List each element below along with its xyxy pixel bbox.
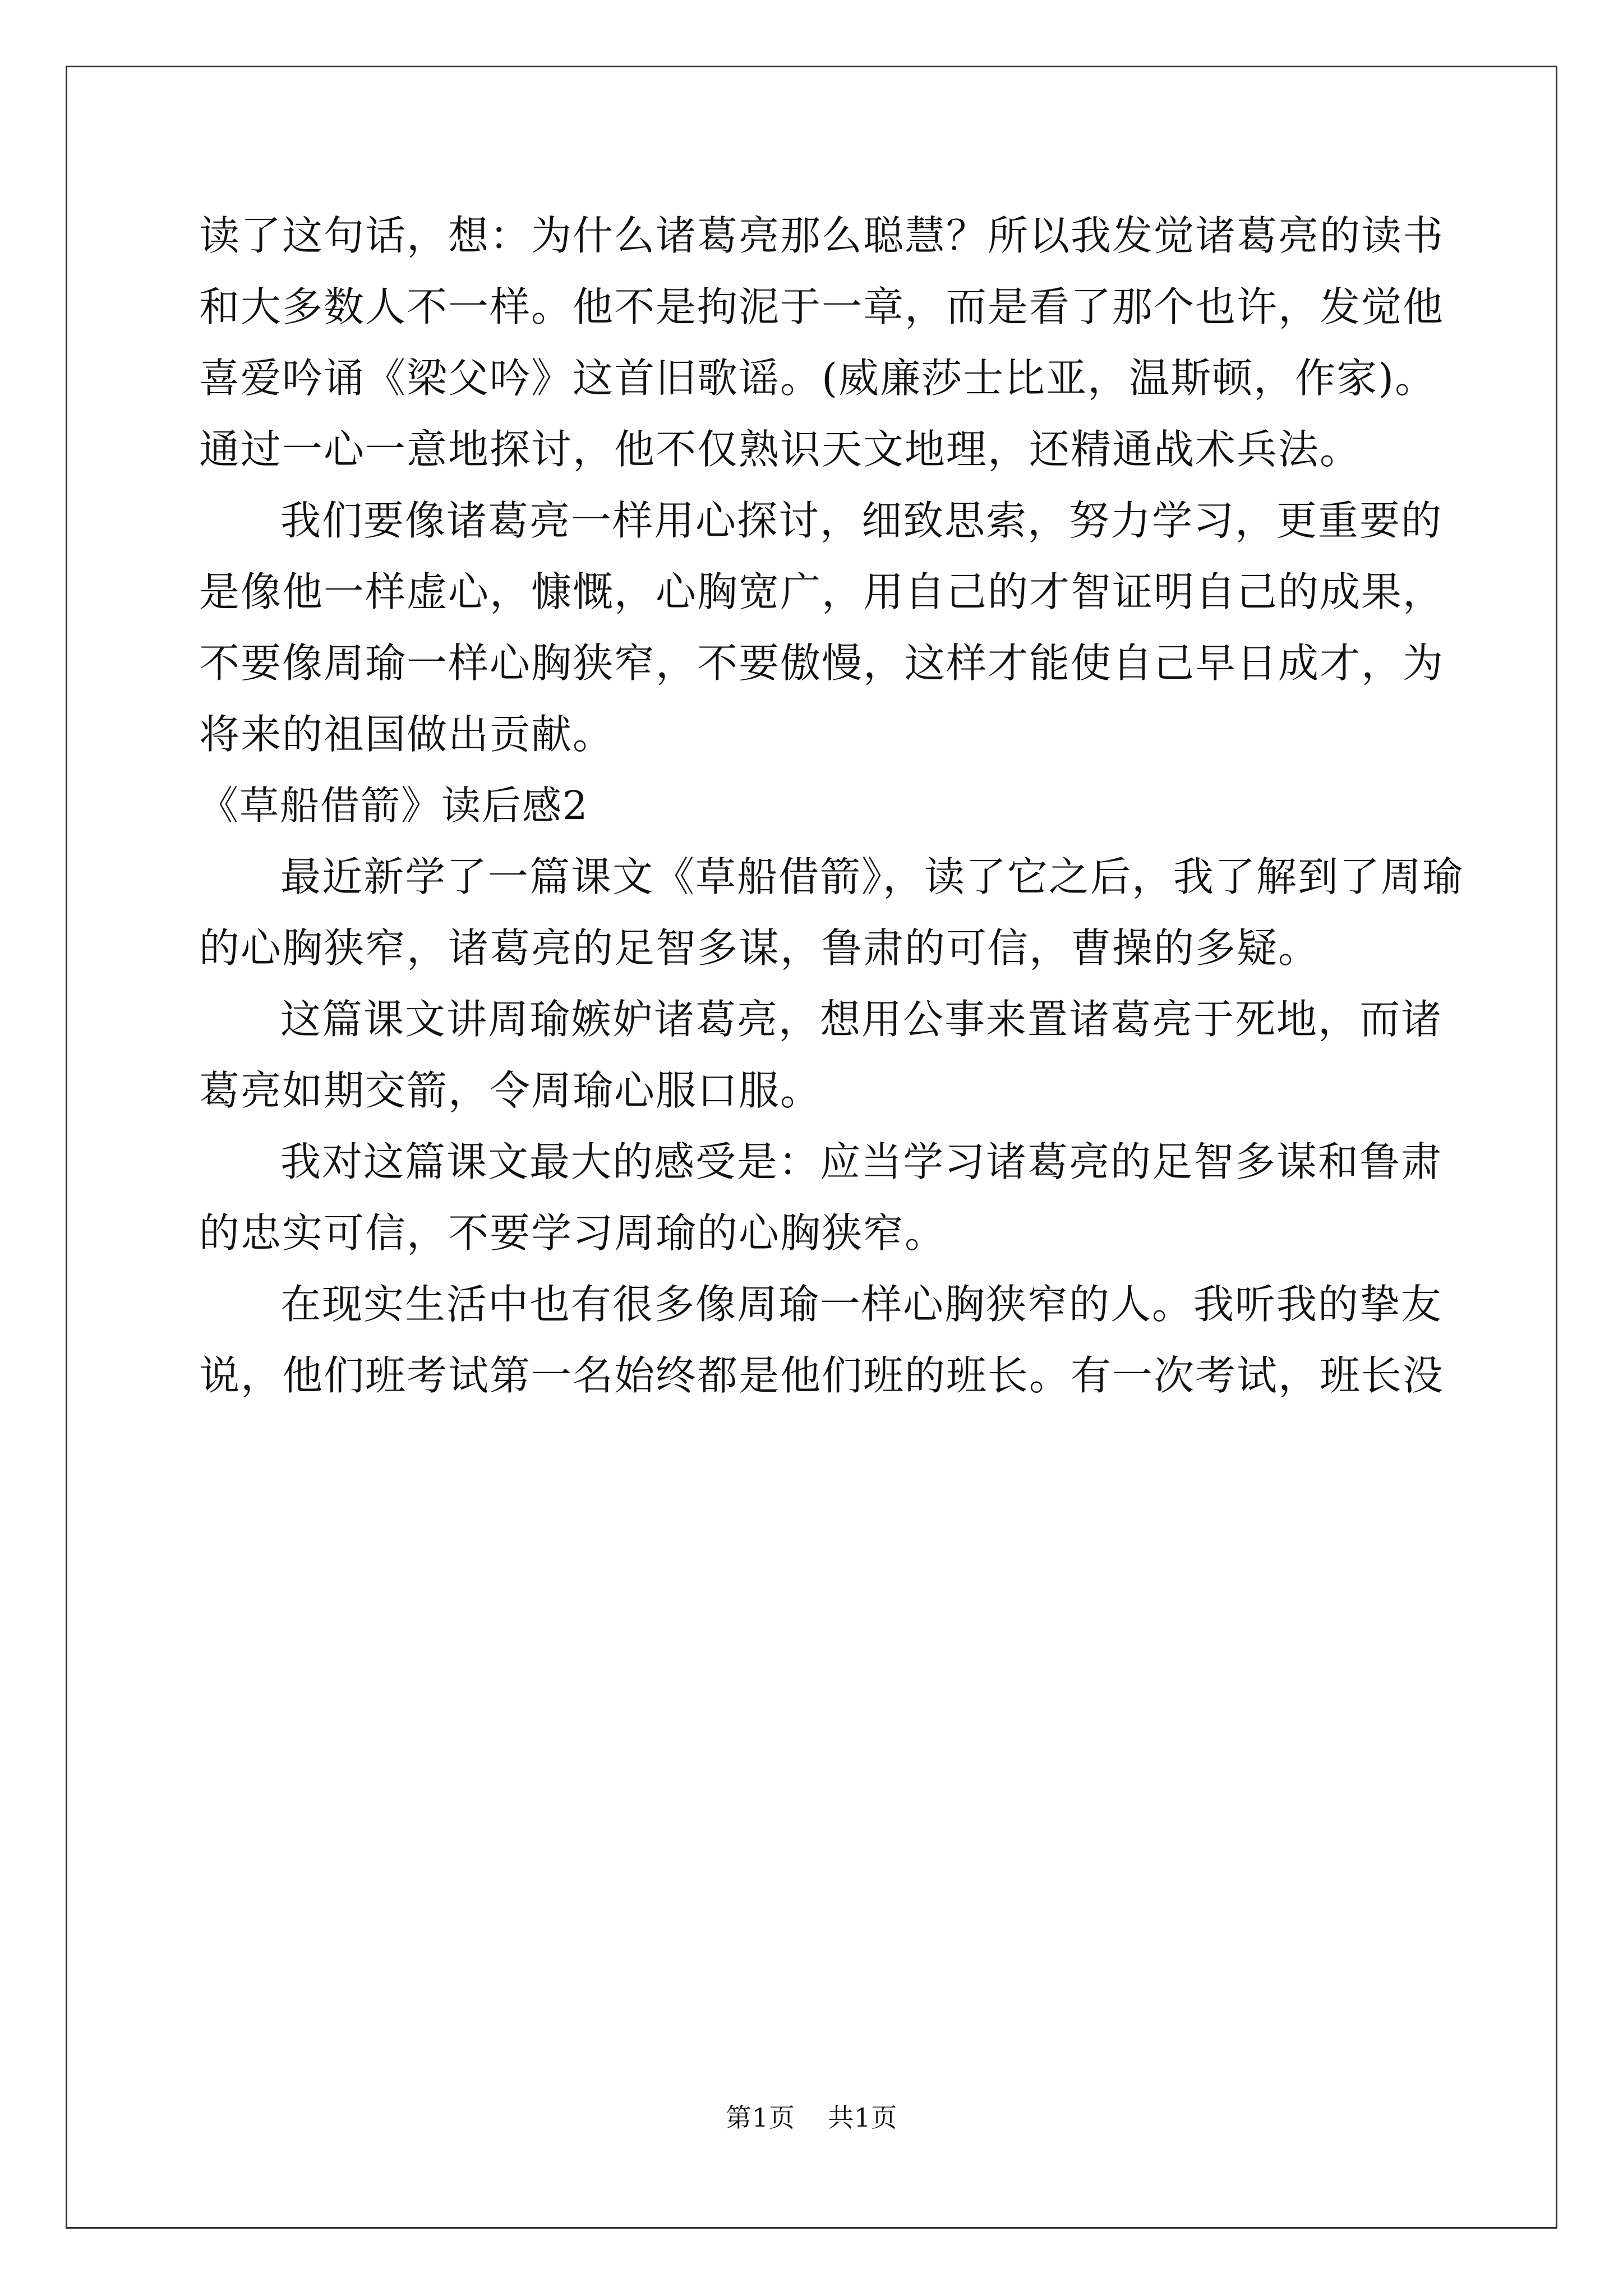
text-line: 读了这句话，想：为什么诸葛亮那么聪慧？所以我发觉诸葛亮的读书 [199,212,1445,259]
page-footer [0,2101,1623,2134]
section-heading: 《草船借箭》读后感2 [199,783,589,829]
text-line: 和大多数人不一样。他不是拘泥于一章，而是看了那个也许，发觉他 [199,283,1445,330]
text-line: 我们要像诸葛亮一样用心探讨，细致思索，努力学习，更重要的 [280,497,1443,544]
text-line: 这篇课文讲周瑜嫉妒诸葛亮，想用公事来置诸葛亮于死地，而诸 [280,996,1443,1043]
text-line: 的心胸狭窄，诸葛亮的足智多谋，鲁肃的可信，曹操的多疑。 [199,924,1320,972]
page-total: 共1页 [828,2102,898,2133]
text-line: 通过一心一意地探讨，他不仅熟识天文地理，还精通战术兵法。 [199,426,1362,473]
text-line: 我对这篇课文最大的感受是：应当学习诸葛亮的足智多谋和鲁肃 [280,1138,1443,1185]
text-line: 在现实生活中也有很多像周瑜一样心胸狭窄的人。我听我的挚友 [280,1281,1443,1328]
text-line: 最近新学了一篇课文《草船借箭》，读了它之后，我了解到了周瑜 [280,853,1464,900]
text-line: 说，他们班考试第一名始终都是他们班的班长。有一次考试，班长没 [199,1352,1445,1399]
text-line: 不要像周瑜一样心胸狭窄，不要傲慢，这样才能使自己早日成才，为 [199,639,1445,687]
text-line: 喜爱吟诵《梁父吟》这首旧歌谣。(威廉莎士比亚，温斯顿，作家)。 [199,355,1437,402]
page-number: 第1页 [725,2102,795,2133]
text-line: 将来的祖国做出贡献。 [199,711,615,758]
text-line: 葛亮如期交箭，令周瑜心服口服。 [199,1067,822,1114]
text-line: 的忠实可信，不要学习周瑜的心胸狭窄。 [199,1209,947,1257]
text-line: 是像他一样虚心，慷慨，心胸宽广，用自己的才智证明自己的成果， [199,568,1445,615]
